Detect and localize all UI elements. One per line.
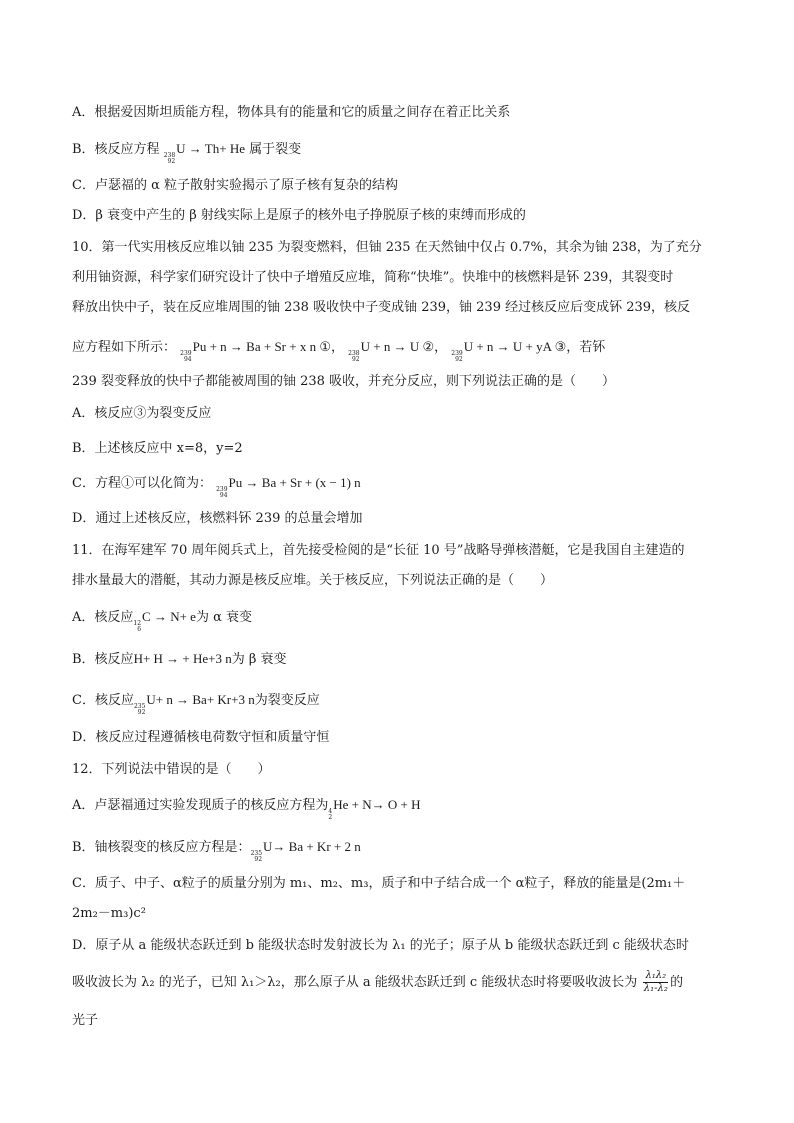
q11-option-b — [72, 649, 287, 670]
q10-stem-line5: 239 裂变释放的快中子都能被周围的铀 238 吸收，并充分反应，则下列说法正确的是（ ） — [72, 374, 616, 389]
nuclide-he4: 4 2 — [328, 808, 333, 821]
q10-line4-prefix: 应方程如下所示： — [72, 340, 177, 355]
q9-option-c: C．卢瑟福的 α 粒子散射实验揭示了原子核有复杂的结构 — [72, 178, 398, 193]
nuclide-u238: 238 92 — [163, 152, 176, 165]
q12-option-d-line3: 光子 — [72, 1013, 99, 1028]
q11-option-c — [72, 690, 320, 716]
q11-option-a-equation: C → N+ e — [142, 609, 196, 624]
q11-stem-line2: 排水量最大的潜艇，其动力源是核反应堆。关于核反应，下列说法正确的是（ ） — [72, 573, 554, 588]
q11-option-b-equation: H+ H → + He+3 n — [133, 651, 232, 666]
q9-option-b-equation: U → Th+ He — [176, 141, 245, 156]
nuclide-u238b: 238 92 — [348, 350, 360, 363]
q10-option-c — [72, 473, 361, 499]
q12-option-d-line1: D．原子从 a 能级状态跃迁到 b 能级状态时发射波长为 λ₁ 的光子；原子从 b 能级状态跃迁到 c 能级状态时 — [72, 938, 689, 953]
nuclide-pu239b: 239 94 — [216, 486, 228, 499]
q12-option-c-line1: C．质子、中子、α粒子的质量分别为 m₁、m₂、m₃，质子和中子结合成一个 α粒子，释放的能量是(2m₁＋ — [72, 876, 686, 891]
q9-option-b — [72, 139, 301, 165]
q10-stem-line1: 10．第一代实用核反应堆以铀 235 为裂变燃料，但铀 235 在天然铀中仅占 0.7%，其余为铀 238，为了充分 — [72, 240, 702, 255]
q9-option-b-suffix: 属于裂变 — [249, 142, 302, 157]
q11-option-b-prefix: B．核反应 — [72, 652, 134, 667]
q10-stem-line2: 利用铀资源，科学家们研究设计了快中子增殖反应堆，简称“快堆”。快堆中的核燃料是钚 239，其裂变时 — [72, 270, 674, 285]
q9-option-b-prefix: B．核反应方程 — [72, 142, 160, 157]
q11-option-d: D．核反应过程遵循核电荷数守恒和质量守恒 — [72, 730, 330, 745]
q10-equation-2: U + n → U ②， — [360, 339, 448, 354]
q12-option-d-line2 — [72, 970, 683, 995]
q10-option-d: D．通过上述核反应，核燃料钚 239 的总量会增加 — [72, 511, 363, 526]
q12-option-a-prefix: A．卢瑟福通过实验发现质子的核反应方程为 — [72, 798, 329, 813]
q11-option-b-suffix: 为 β 衰变 — [231, 652, 287, 667]
q11-option-a — [72, 607, 252, 633]
q11-option-a-prefix: A．核反应 — [72, 610, 134, 625]
q10-option-c-prefix: C．方程①可以化简为： — [72, 476, 212, 491]
fraction-denominator: λ₁-λ₂ — [643, 983, 668, 994]
q10-option-b: B．上述核反应中 x=8，y=2 — [72, 441, 243, 456]
q12-option-d-line2-prefix: 吸收波长为 λ₂ 的光子，已知 λ₁＞λ₂，那么原子从 a 能级状态跃迁到 c 能级状态时将要吸收波长为 — [72, 975, 638, 990]
nuclide-u235: 235 92 — [133, 703, 146, 716]
q12-option-d-line2-suffix: 的 — [670, 975, 684, 990]
q10-equation-3: U + n → U + yA ③，若钚 — [463, 339, 606, 354]
q12-option-a-equation: He + N→ O + H — [333, 797, 421, 812]
wavelength-fraction — [643, 970, 668, 995]
q10-stem-line3: 释放出快中子，装在反应堆周围的铀 238 吸收快中子变成铀 239，铀 239 经过核反应后变成钚 239，核反 — [72, 300, 691, 315]
q12-option-c-line2: 2m₂－m₃)c² — [72, 906, 146, 921]
q12-option-a — [72, 795, 420, 821]
q12-option-b-equation: U→ Ba + Kr + 2 n — [263, 839, 361, 854]
q11-stem-line1: 11．在海军建军 70 周年阅兵式上，首先接受检阅的是“长征 10 号”战略导弹核潜艇，它是我国自主建造的 — [72, 543, 685, 558]
q11-option-a-suffix: 为 α 衰变 — [195, 610, 252, 625]
nuclide-u239: 239 92 — [451, 350, 463, 363]
q10-option-c-equation: Pu → Ba + Sr + (x − 1) n — [228, 475, 361, 490]
nuclide-pu239: 239 94 — [180, 350, 192, 363]
q9-option-a: A．根据爱因斯坦质能方程，物体具有的能量和它的质量之间存在着正比关系 — [72, 105, 511, 120]
q11-option-c-suffix: 为裂变反应 — [254, 693, 320, 708]
q12-option-b-prefix: B．铀核裂变的核反应方程是： — [72, 840, 251, 855]
q11-option-c-prefix: C．核反应 — [72, 693, 134, 708]
q11-option-c-equation: U+ n → Ba+ Kr+3 n — [146, 692, 255, 707]
q12-stem: 12．下列说法中错误的是（ ） — [72, 762, 271, 777]
q10-stem-line4 — [72, 337, 605, 363]
fraction-numerator: λ₁λ₂ — [645, 970, 667, 981]
nuclide-c12: 12 6 — [133, 620, 142, 633]
q10-equation-1: Pu + n → Ba + Sr + x n ①， — [192, 339, 344, 354]
q12-option-b — [72, 837, 361, 863]
nuclide-u235b: 235 92 — [250, 850, 263, 863]
q10-option-a: A．核反应③为裂变反应 — [72, 406, 212, 421]
q9-option-d: D．β 衰变中产生的 β 射线实际上是原子的核外电子挣脱原子核的束缚而形成的 — [72, 208, 526, 223]
